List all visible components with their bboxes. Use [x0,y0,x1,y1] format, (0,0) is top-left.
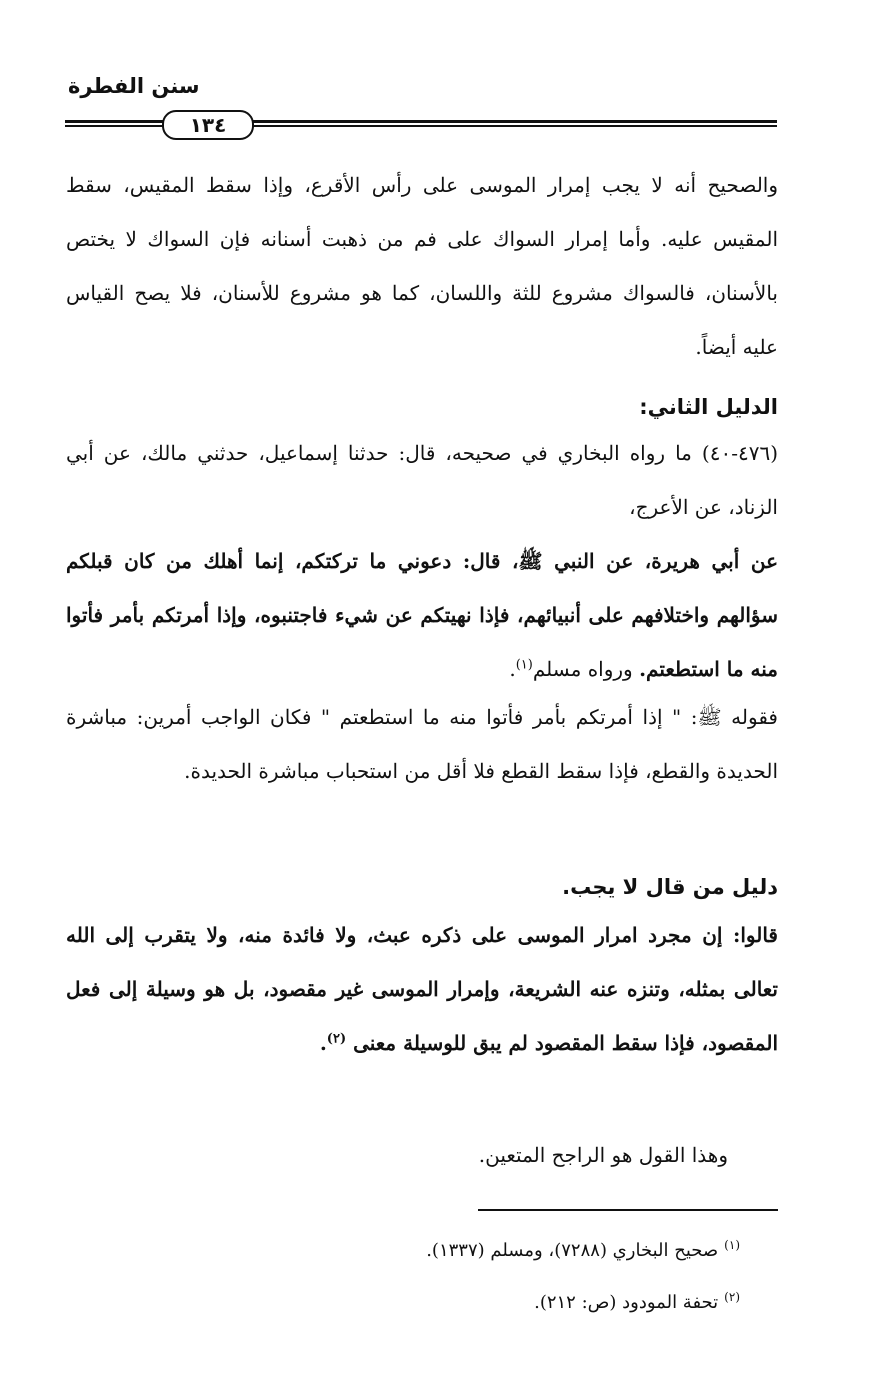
argument-period: . [319,1031,327,1055]
footnote-2 [100,1288,740,1318]
footnote-2-mark: (٢) [724,1290,740,1304]
footnote-ref-2: (٢) [326,1031,347,1047]
paragraph-preferred-view: وهذا القول هو الراجح المتعين. [478,1143,728,1167]
page-number: ١٣٤ [162,110,254,140]
paragraph-commentary: فقوله ﷺ: " إذا أمرتكم بأمر فأتوا منه ما استطعتم " فكان الواجب أمرين: مباشرة الحديدة والقطع، فإذا سقط القطع فلا أقل من استحباب مباشرة الحديدة. [66,705,778,783]
footnote-ref-1: (١) [515,657,533,673]
paragraph-hadith-chain: (٤٧٦-٤٠) ما رواه البخاري في صحيحه، قال: حدثنا إسماعيل، حدثني مالك، عن أبي الزناد، عن الأعرج، [66,441,778,519]
footnote-1-mark: (١) [724,1238,740,1252]
hadith-narrator-tail: ورواه مسلم [532,657,640,681]
heading-second-evidence: الدليل الثاني: [639,395,778,419]
header-rule [65,110,777,140]
hadith-period: . [509,657,516,681]
footnote-2-text: تحفة المودود (ص: ٢١٢). [534,1292,719,1313]
footnote-1 [100,1236,740,1266]
footnote-separator [478,1209,778,1211]
hadith-text-bold: عن أبي هريرة، عن النبي ﷺ، قال: دعوني ما تركتكم، إنما أهلك من كان قبلكم سؤالهم واختلافهم على أنبيائهم، فإذا نهيتكم عن شيء فاجتنبوه، وإذا أمرتكم بأمر فأتوا منه ما استطعتم. [66,549,778,681]
paragraph-correct-opinion: والصحيح أنه لا يجب إمرار الموسى على رأس الأقرع، وإذا سقط المقيس، سقط المقيس عليه. وأما إمرار السواك على فم من ذهبت أسنانه فإن السواك لا يختص بالأسنان، فالسواك مشروع للثة واللسان، كما هو مشروع للأسنان، فلا يصح القياس عليه أيضاً. [66,173,778,359]
footnote-1-text: صحيح البخاري (٧٢٨٨)، ومسلم (١٣٣٧). [426,1240,719,1261]
paragraph-hadith-text [66,534,778,696]
running-header-title: سنن الفطرة [68,74,200,98]
argument-text: قالوا: إن مجرد امرار الموسى على ذكره عبث، ولا فائدة منه، ولا يتقرب إلى الله تعالى بمثله، وتنزه عنه الشريعة، وإمرار الموسى غير مقصود، بل هو وسيلة إلى فعل المقصود، فإذا سقط المقصود لم يبق للوسيلة معنى [66,923,779,1055]
heading-evidence-not-obligatory: دليل من قال لا يجب. [562,875,778,899]
paragraph-their-argument [66,908,778,1070]
